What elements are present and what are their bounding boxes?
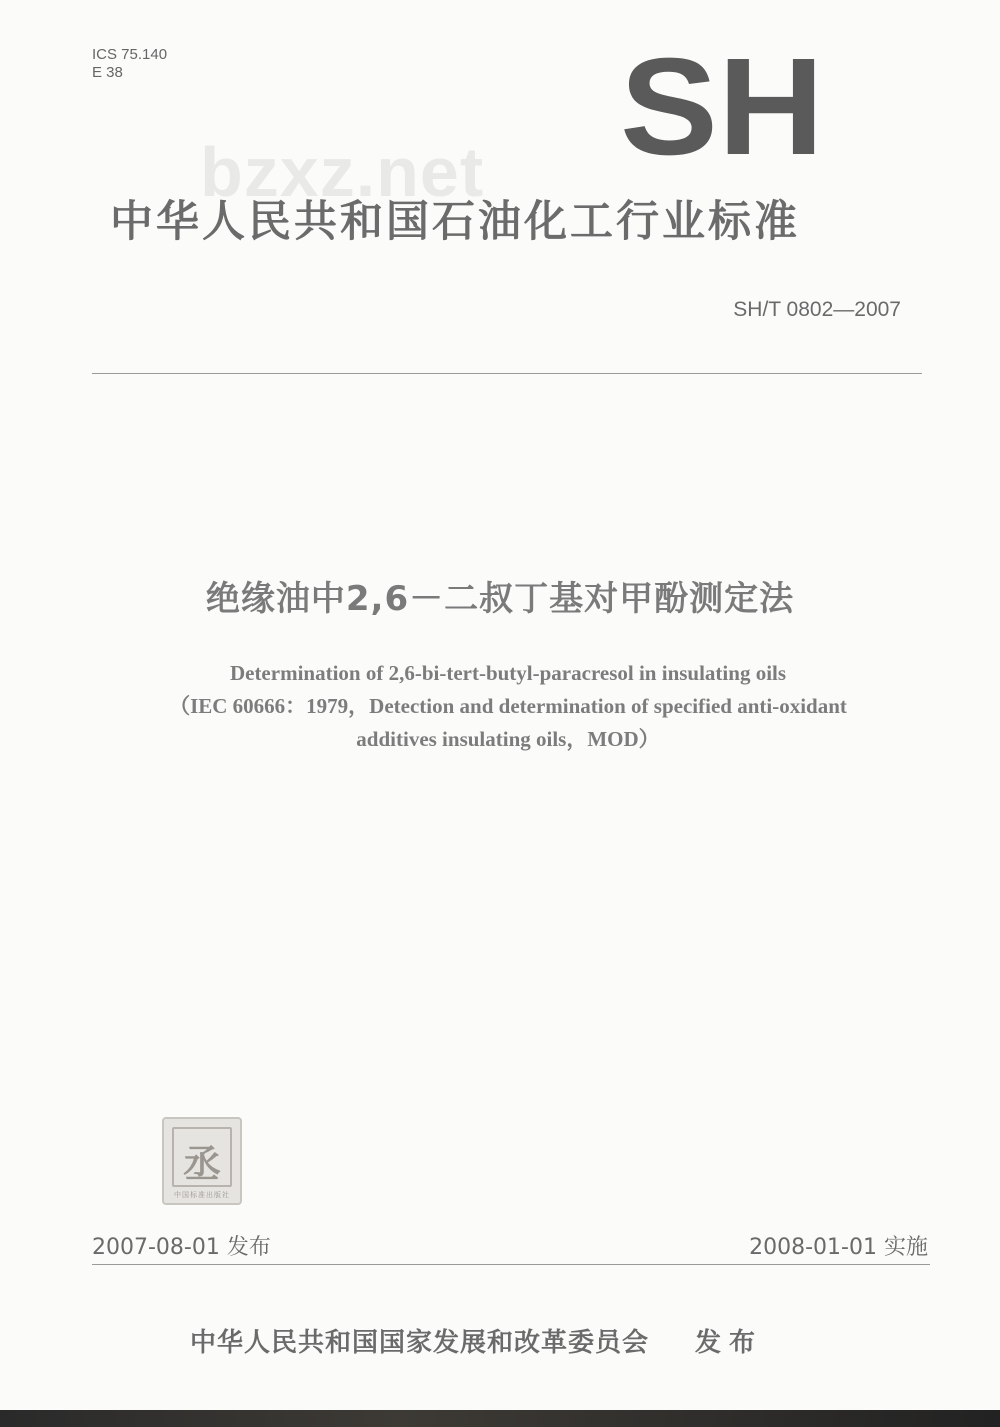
sh-logo-text: SH [620,44,824,162]
ics-code: ICS 75.140 [92,46,168,63]
title-english-line-2: （IEC 60666：1979，Detection and determination of specified anti-oxidant [169,694,847,718]
classification-codes [92,46,167,82]
publisher-line [190,1322,763,1359]
publisher-name: 中华人民共和国国家发展和改革委员会 [190,1328,650,1358]
implementation-date [749,1230,928,1261]
ccs-code: E 38 [92,64,123,81]
scan-edge-strip [0,1410,1000,1427]
implementation-date-label: 实施 [883,1235,928,1260]
stamp-caption: 中国标准出版社 [174,1191,230,1199]
issue-date-label: 发布 [226,1235,271,1260]
implementation-date-value: 2008-01-01 [749,1235,877,1260]
site-watermark: bzxz.net [200,133,485,211]
header-divider [92,373,922,374]
title-english-line-3: additives insulating oils，MOD） [356,727,660,751]
publisher-stamp [162,1117,242,1205]
sh-logo [618,44,826,162]
standard-number: SH/T 0802—2007 [733,298,901,321]
title-english-line-1: Determination of 2,6-bi-tert-butyl-paracresol in insulating oils [229,661,787,685]
issue-date-value: 2007-08-01 [92,1235,220,1260]
title-english [0,657,1000,756]
organization-title: 中华人民共和国石油化工行业标准 [110,197,800,247]
footer-divider [92,1264,930,1265]
issue-date [92,1230,271,1261]
publisher-verb: 发布 [695,1328,764,1358]
title-chinese: 绝缘油中2,6－二叔丁基对甲酚测定法 [205,579,795,619]
stamp-glyph: 丞 [182,1141,221,1186]
